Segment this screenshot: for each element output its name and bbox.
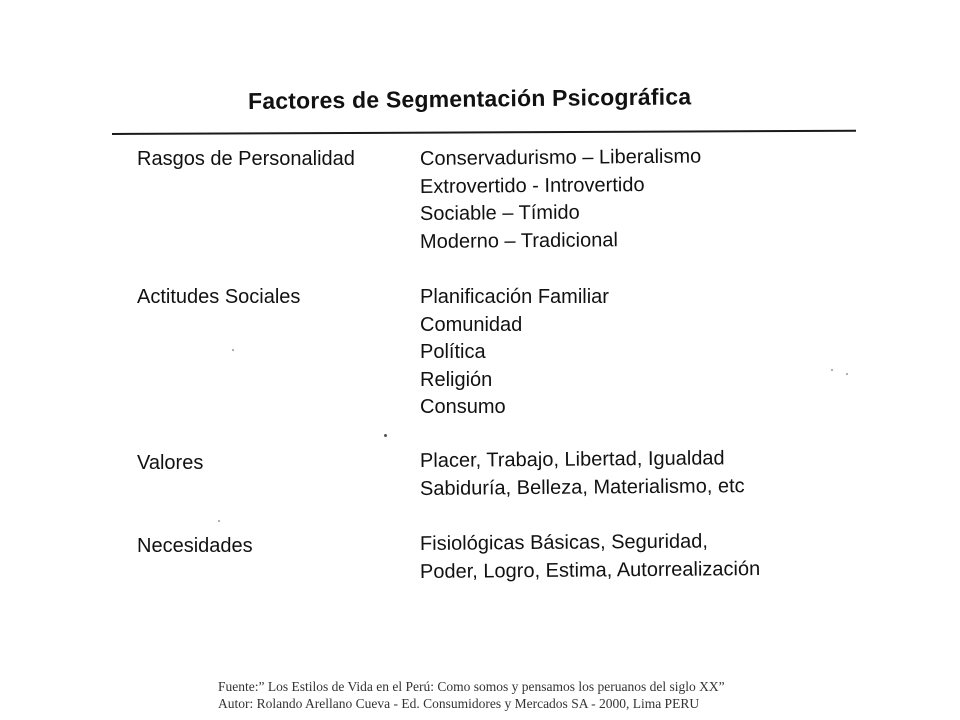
scan-speck [232,349,234,351]
list-item: Moderno – Tradicional [419,228,618,253]
category-personality: Rasgos de Personalidad [137,148,355,170]
items-personality [420,146,701,256]
category-needs: Necesidades [137,535,253,557]
category-values: Valores [137,452,204,474]
list-item: Sociable – Tímido [419,201,580,225]
author-line: Autor: Rolando Arellano Cueva - Ed. Consumidores y Mercados SA - 2000, Lima PERU [218,696,700,711]
source-line: Fuente:” Los Estilos de Vida en el Perú: Como somos y pensamos los peruanos del siglo XX” [218,679,725,694]
list-item: Religión [420,368,493,391]
list-item: Poder, Logro, Estima, Autorrealización [419,557,761,583]
items-social-attitudes [420,284,609,422]
source-citation [218,678,725,712]
list-item: Fisiológicas Básicas, Seguridad, [419,530,709,555]
title-divider [112,130,856,135]
scan-speck [384,434,387,437]
list-item: Comunidad [420,313,523,336]
items-needs [420,531,760,586]
scan-speck [846,373,848,375]
list-item: Sabiduría, Belleza, Materialismo, etc [419,474,745,500]
list-item: Placer, Trabajo, Libertad, Igualdad [419,447,725,472]
list-item: Consumo [420,396,506,418]
list-item: Planificación Familiar [420,286,609,308]
scan-speck [831,369,833,371]
page-title: Factores de Segmentación Psicográfica [247,83,692,114]
list-item: Política [420,341,486,363]
list-item: Conservadurismo – Liberalismo [419,145,702,170]
category-social-attitudes: Actitudes Sociales [137,286,301,308]
scan-speck [218,520,220,522]
items-values [420,448,745,503]
list-item: Extrovertido - Introvertido [419,173,645,198]
